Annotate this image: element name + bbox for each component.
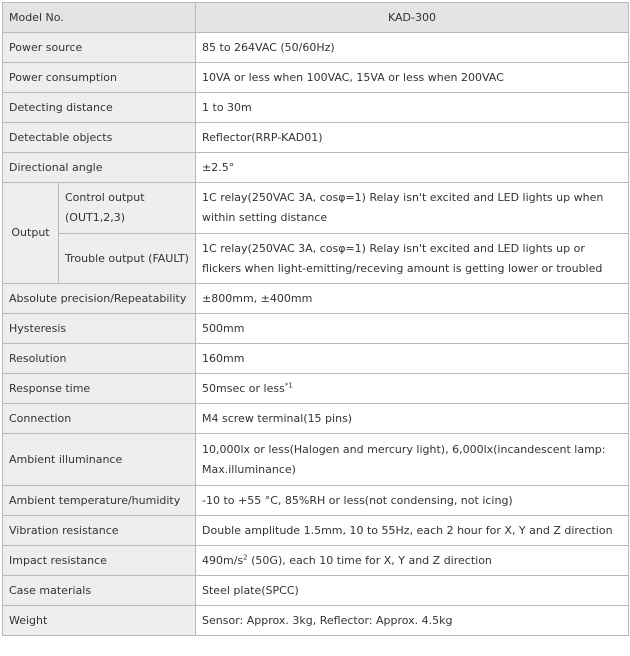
- row-label: Weight: [3, 606, 196, 636]
- row-label: Absolute precision/Repeatability: [3, 284, 196, 314]
- row-value: Reflector(RRP-KAD01): [196, 123, 629, 153]
- impact-value-rest: (50G), each 10 time for X, Y and Z direction: [247, 553, 492, 567]
- impact-value-unit: 490m/s: [202, 553, 244, 567]
- table-row-model: [3, 3, 629, 33]
- row-value: 85 to 264VAC (50/60Hz): [196, 33, 629, 63]
- row-value: 10,000lx or less(Halogen and mercury light), 6,000lx(incandescent lamp: Max.illuminance): [196, 434, 629, 486]
- row-value: 10VA or less when 100VAC, 15VA or less when 200VAC: [196, 63, 629, 93]
- row-label: Power source: [3, 33, 196, 63]
- footnote-marker: *1: [284, 380, 293, 389]
- row-value: Double amplitude 1.5mm, 10 to 55Hz, each 2 hour for X, Y and Z direction: [196, 516, 629, 546]
- unit-exponent: 2: [243, 552, 248, 561]
- row-label: Trouble output (FAULT): [59, 234, 196, 284]
- row-value: ±800mm, ±400mm: [196, 284, 629, 314]
- row-value: 160mm: [196, 344, 629, 374]
- row-label: Impact resistance: [3, 546, 196, 576]
- table-row: [3, 93, 629, 123]
- row-label: Power consumption: [3, 63, 196, 93]
- row-value: M4 screw terminal(15 pins): [196, 404, 629, 434]
- model-number: KAD-300: [196, 3, 629, 33]
- table-row: [3, 374, 629, 404]
- row-value: Sensor: Approx. 3kg, Reflector: Approx. 4.5kg: [196, 606, 629, 636]
- table-row: [3, 153, 629, 183]
- row-value: [196, 374, 629, 404]
- table-row: [3, 606, 629, 636]
- row-label: Detecting distance: [3, 93, 196, 123]
- row-value: 500mm: [196, 314, 629, 344]
- row-value: 1C relay(250VAC 3A, cosφ=1) Relay isn't excited and LED lights up or flickers when light-emitting/receving amount is getting lower or troubled: [196, 234, 629, 284]
- response-time-value: 50msec or less: [202, 381, 285, 395]
- table-row: [3, 284, 629, 314]
- table-row: [3, 576, 629, 606]
- table-row: [3, 344, 629, 374]
- row-label: Control output (OUT1,2,3): [59, 183, 196, 234]
- table-row: [3, 516, 629, 546]
- table-row: [3, 434, 629, 486]
- row-label: Case materials: [3, 576, 196, 606]
- row-label: Model No.: [3, 3, 196, 33]
- row-label: Response time: [3, 374, 196, 404]
- row-label: Detectable objects: [3, 123, 196, 153]
- table-row: [3, 63, 629, 93]
- row-value: -10 to +55 °C, 85%RH or less(not condensing, not icing): [196, 486, 629, 516]
- row-label: Hysteresis: [3, 314, 196, 344]
- row-value: ±2.5°: [196, 153, 629, 183]
- output-group-label: Output: [3, 183, 59, 284]
- table-row: [3, 33, 629, 63]
- row-value: Steel plate(SPCC): [196, 576, 629, 606]
- table-row: [3, 486, 629, 516]
- table-row: [3, 314, 629, 344]
- row-label: Vibration resistance: [3, 516, 196, 546]
- row-value: 1 to 30m: [196, 93, 629, 123]
- row-label: Directional angle: [3, 153, 196, 183]
- table-row-output-control: [3, 183, 629, 234]
- row-label: Ambient illuminance: [3, 434, 196, 486]
- row-value: [196, 546, 629, 576]
- table-row: [3, 123, 629, 153]
- row-value: 1C relay(250VAC 3A, cosφ=1) Relay isn't excited and LED lights up when within setting distance: [196, 183, 629, 234]
- row-label: Ambient temperature/humidity: [3, 486, 196, 516]
- spec-table: [2, 2, 629, 636]
- row-label: Connection: [3, 404, 196, 434]
- table-row-output-trouble: [3, 234, 629, 284]
- table-row: [3, 404, 629, 434]
- table-row: [3, 546, 629, 576]
- row-label: Resolution: [3, 344, 196, 374]
